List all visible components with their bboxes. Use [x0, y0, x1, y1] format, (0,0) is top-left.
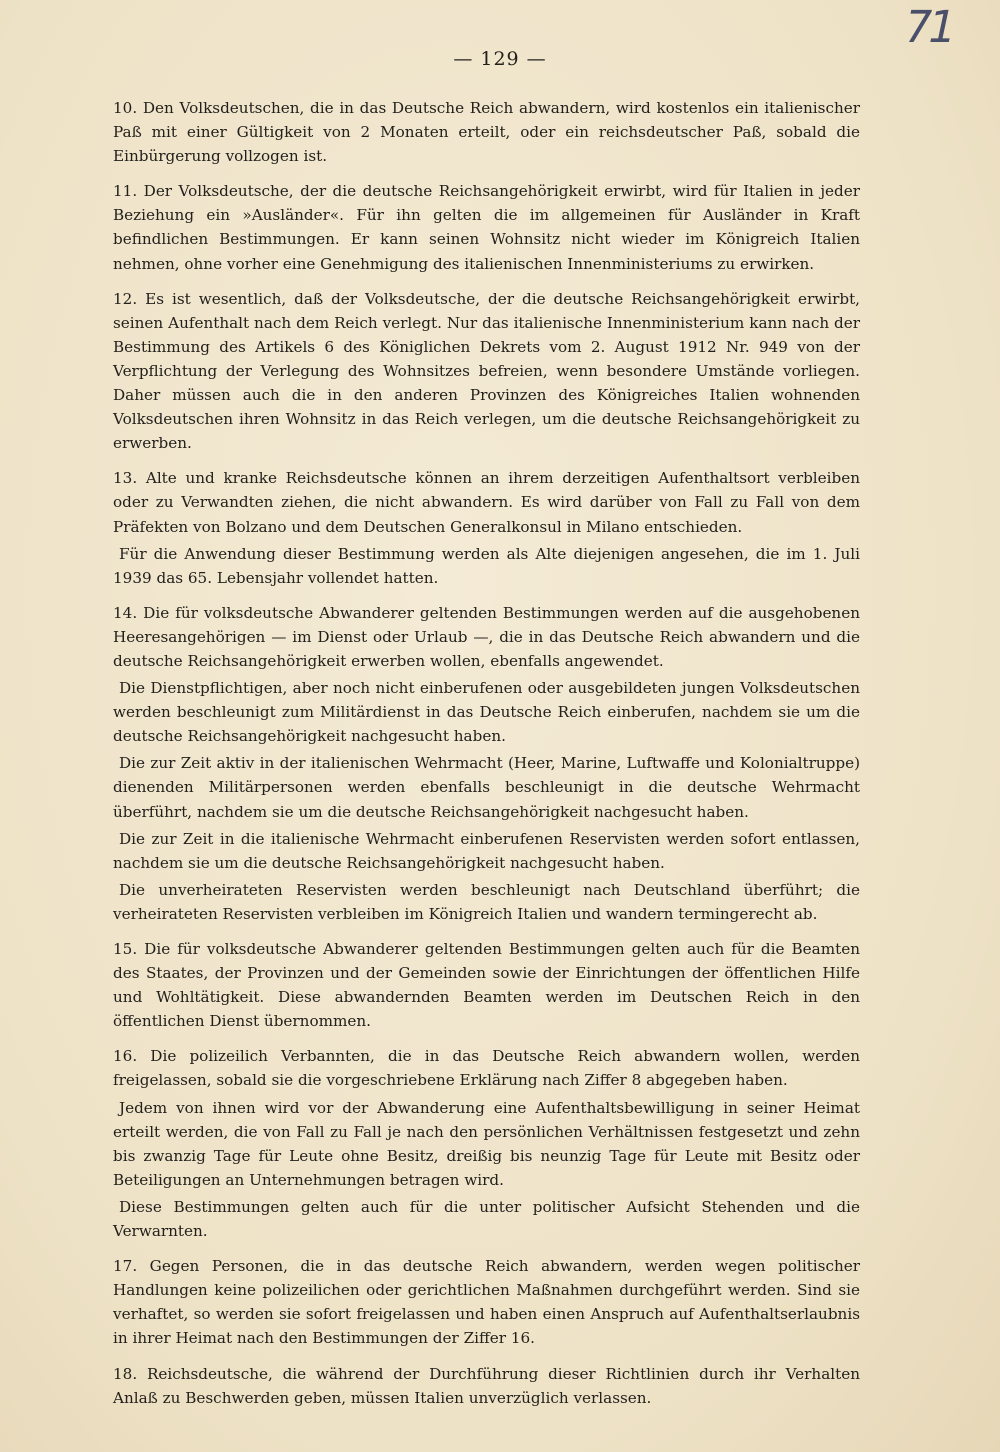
- section-text: 13. Alte und kranke Reichsdeutsche können an ihrem derzeitigen Aufenthaltsort verbleiben oder zu Verwandten ziehen, die nicht abwandern. Es wird darüber von Fall zu Fall von dem Präfekten von Bolzano und dem Deutschen Generalkonsul in Milano entschieden.: [113, 469, 860, 536]
- page-number: — 129 —: [453, 48, 547, 70]
- section-14: [113, 601, 860, 926]
- section-12: [113, 287, 860, 456]
- section-subparagraph: Jedem von ihnen wird vor der Abwanderung eine Aufenthaltsbewilligung in seiner Heimat erteilt werden, die von Fall zu Fall je nach den persönlichen Verhältnissen festgesetzt und zehn bis zwanzig Tage für Leute ohne Besitz, dreißig bis neunzig Tage für Leute mit Besitz oder Beteiligungen an Unternehmungen betragen wird.: [113, 1098, 860, 1189]
- section-11: [113, 179, 860, 275]
- section-subparagraph: Für die Anwendung dieser Bestimmung werden als Alte diejenigen angesehen, die im 1. Juli 1939 das 65. Lebensjahr vollendet hatten.: [113, 544, 860, 587]
- section-text: 14. Die für volksdeutsche Abwanderer geltenden Bestimmungen werden auf die ausgehobenen Heeresangehörigen — im Dienst oder Urlaub —, die in das Deutsche Reich abwandern und die deutsche Reichsangehörigkeit erwerben wollen, ebenfalls angewendet.: [113, 603, 860, 670]
- section-10: [113, 96, 860, 168]
- section-text: 16. Die polizeilich Verbannten, die in das Deutsche Reich abwandern wollen, werden freigelassen, sobald sie die vorgeschriebene Erklärung nach Ziffer 8 abgegeben haben.: [113, 1047, 860, 1090]
- section-text: 15. Die für volksdeutsche Abwanderer geltenden Bestimmungen gelten auch für die Beamten des Staates, der Provinzen und der Gemeinden sowie der Einrichtungen der öffentlichen Hilfe und Wohltätigkeit. Diese abwandernden Beamten werden im Deutschen Reich in den öffentlichen Dienst übernommen.: [113, 940, 860, 1031]
- section-subparagraph: Die Dienstpflichtigen, aber noch nicht einberufenen oder ausgebildeten jungen Volksdeutschen werden beschleunigt zum Militärdienst in das Deutsche Reich einberufen, nachdem sie um die deutsche Reichsangehörigkeit nachgesucht haben.: [113, 679, 860, 746]
- section-subparagraph: Die unverheirateten Reservisten werden beschleunigt nach Deutschland überführt; die verheirateten Reservisten verbleiben im Königreich Italien und wandern termingerecht ab.: [113, 880, 860, 923]
- section-16: [113, 1044, 860, 1243]
- section-text: 12. Es ist wesentlich, daß der Volksdeutsche, der die deutsche Reichsangehörigkeit erwirbt, seinen Aufenthalt nach dem Reich verlegt. Nur das italienische Innenministerium kann nach der Bestimmung des Artikels 6 des Königlichen Dekrets vom 2. August 1912 Nr. 949 von der Verpflichtung der Verlegung des Wohnsitzes befreien, wenn besondere Umstände vorliegen. Daher müssen auch die in den anderen Provinzen des Königreiches Italien wohnenden Volksdeutschen ihren Wohnsitz in das Reich verlegen, um die deutsche Reichsangehörigkeit zu erwerben.: [113, 289, 860, 453]
- section-13: [113, 466, 860, 589]
- section-subparagraph: Die zur Zeit in die italienische Wehrmacht einberufenen Reservisten werden sofort entlassen, nachdem sie um die deutsche Reichsangehörigkeit nachgesucht haben.: [113, 829, 860, 872]
- section-text: 18. Reichsdeutsche, die während der Durchführung dieser Richtlinien durch ihr Verhalten Anlaß zu Beschwerden geben, müssen Italien unverzüglich verlassen.: [113, 1364, 860, 1407]
- section-text: 11. Der Volksdeutsche, der die deutsche Reichsangehörigkeit erwirbt, wird für Italien in jeder Beziehung ein »Ausländer«. Für ihn gelten die im allgemeinen für Ausländer in Kraft befindlichen Bestimmungen. Er kann seinen Wohnsitz nicht wieder im Königreich Italien nehmen, ohne vorher eine Genehmigung des italienischen Innenministeriums zu erwirken.: [113, 182, 860, 273]
- section-subparagraph: Die zur Zeit aktiv in der italienischen Wehrmacht (Heer, Marine, Luftwaffe und Kolonialtruppe) dienenden Militärpersonen werden ebenfalls beschleunigt in die deutsche Wehrmacht überführt, nachdem sie um die deutsche Reichsangehörigkeit nachgesucht haben.: [113, 754, 860, 821]
- section-18: [113, 1362, 860, 1410]
- handwritten-page-mark: 71: [898, 2, 958, 53]
- section-15: [113, 937, 860, 1033]
- section-17: [113, 1254, 860, 1350]
- section-text: 17. Gegen Personen, die in das deutsche Reich abwandern, werden wegen politischer Handlungen keine polizeilichen oder gerichtlichen Maßnahmen durchgeführt werden. Sind sie verhaftet, so werden sie sofort freigelassen und haben einen Anspruch auf Aufenthaltserlaubnis in ihrer Heimat nach den Bestimmungen der Ziffer 16.: [113, 1257, 860, 1348]
- document-body: [113, 96, 860, 1421]
- section-text: 10. Den Volksdeutschen, die in das Deutsche Reich abwandern, wird kostenlos ein italienischer Paß mit einer Gültigkeit von 2 Monaten erteilt, oder ein reichsdeutscher Paß, sobald die Einbürgerung vollzogen ist.: [113, 99, 860, 166]
- section-subparagraph: Diese Bestimmungen gelten auch für die unter politischer Aufsicht Stehenden und die Verwarnten.: [113, 1197, 860, 1241]
